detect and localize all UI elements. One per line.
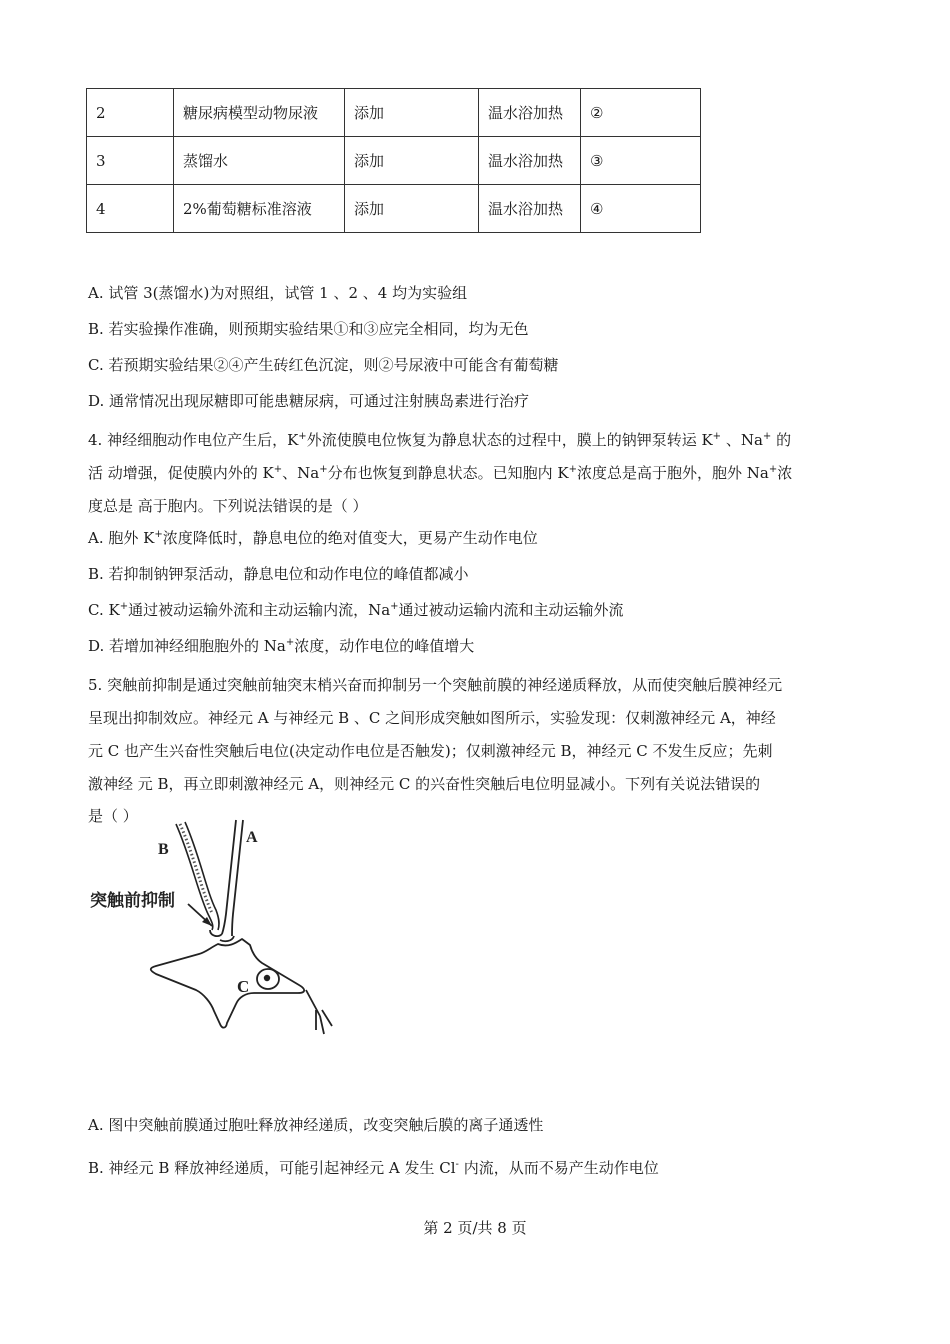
table-cell: 添加: [345, 185, 479, 233]
table-cell: 4: [87, 185, 174, 233]
q4-stem-line-1: 4. 神经细胞动作电位产生后，K+外流使膜电位恢复为静息状态的过程中，膜上的钠钾泵转运 K+ 、Na+ 的: [88, 431, 792, 449]
label-b: B: [158, 841, 169, 858]
q5-stem-line-5: 是（ ）: [88, 807, 138, 825]
table-cell: 3: [87, 137, 174, 185]
q5-stem-line-1: 5. 突触前抑制是通过突触前轴突末梢兴奋而抑制另一个突触前膜的神经递质释放，从而使突触后膜神经元: [88, 676, 783, 694]
q4-option-c: C. K+通过被动运输外流和主动运输内流，Na+通过被动运输内流和主动运输外流: [88, 601, 624, 619]
q4-stem-line-2: 活 动增强，促使膜内外的 K+、Na+分布也恢复到静息状态。已知胞内 K+浓度总是高于胞外，胞外 Na+浓: [88, 464, 793, 482]
table-cell: ③: [581, 137, 701, 185]
q3-option-c: C. 若预期实验结果②④产生砖红色沉淀，则②号尿液中可能含有葡萄糖: [88, 356, 559, 374]
presynaptic-inhibition-figure: [86, 818, 356, 1048]
q3-option-d: D. 通常情况出现尿糖即可能患糖尿病，可通过注射胰岛素进行治疗: [88, 392, 530, 410]
label-a: A: [246, 829, 258, 846]
table-cell: 2%葡萄糖标准溶液: [174, 185, 345, 233]
label-c: C: [237, 977, 250, 996]
table-cell: 添加: [345, 137, 479, 185]
table-cell: 蒸馏水: [174, 137, 345, 185]
q5-stem-line-2: 呈现出抑制效应。神经元 A 与神经元 B 、C 之间形成突触如图所示，实验发现：仅刺激神经元 A，神经: [88, 709, 776, 727]
q5-option-b: B. 神经元 B 释放神经递质，可能引起神经元 A 发生 Cl- 内流，从而不易产生动作电位: [88, 1159, 659, 1177]
q4-option-a: A. 胞外 K+浓度降低时，静息电位的绝对值变大，更易产生动作电位: [88, 529, 538, 547]
table-cell: ④: [581, 185, 701, 233]
q3-option-b: B. 若实验操作准确，则预期实验结果①和③应完全相同，均为无色: [88, 320, 529, 338]
nucleolus-icon: [264, 975, 270, 981]
q4-option-d: D. 若增加神经细胞胞外的 Na+浓度，动作电位的峰值增大: [88, 637, 475, 655]
q3-option-a: A. 试管 3(蒸馏水)为对照组，试管 1 、2 、4 均为实验组: [88, 284, 468, 302]
q4-option-b: B. 若抑制钠钾泵活动，静息电位和动作电位的峰值都减小: [88, 565, 469, 583]
table-row: [87, 89, 701, 137]
figure-caption: 突触前抑制: [90, 891, 175, 911]
q5-option-a: A. 图中突触前膜通过胞吐释放神经递质，改变突触后膜的离子通透性: [88, 1116, 544, 1134]
table-row: [87, 137, 701, 185]
experiment-table: [86, 88, 701, 233]
page-number: 第 2 页/共 8 页: [423, 1219, 527, 1237]
table-row: [87, 185, 701, 233]
table-cell: ②: [581, 89, 701, 137]
q5-stem-line-4: 激神经 元 B，再立即刺激神经元 A，则神经元 C 的兴奋性突触后电位明显减小。下列有关说法错误的: [88, 775, 761, 793]
table-cell: 糖尿病模型动物尿液: [174, 89, 345, 137]
table-cell: 温水浴加热: [479, 185, 581, 233]
table-cell: 添加: [345, 89, 479, 137]
table-cell: 温水浴加热: [479, 89, 581, 137]
table-cell: 温水浴加热: [479, 137, 581, 185]
q5-stem-line-3: 元 C 也产生兴奋性突触后电位(决定动作电位是否触发)；仅刺激神经元 B，神经元 C 不发生反应；先刺: [88, 742, 773, 760]
q4-stem-line-3: 度总是 高于胞内。下列说法错误的是（ ）: [88, 497, 368, 515]
table-cell: 2: [87, 89, 174, 137]
